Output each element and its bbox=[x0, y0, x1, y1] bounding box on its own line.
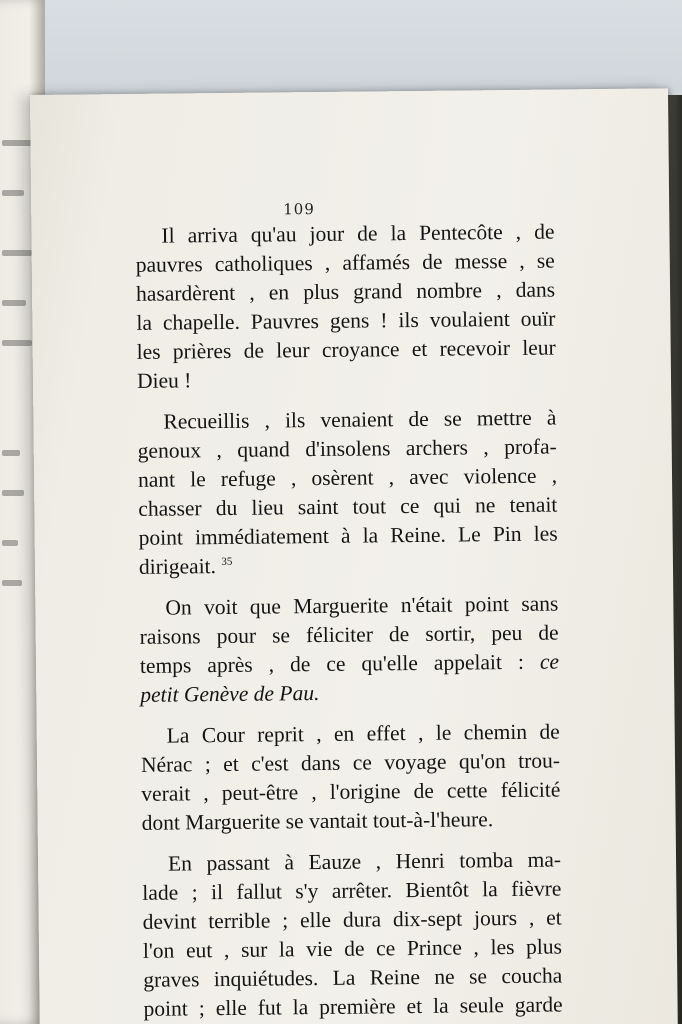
footnote-reference: 35 bbox=[221, 555, 233, 568]
facing-page-text-fragment bbox=[2, 540, 18, 546]
text-line: les prières de leur croyance et recevoir leur bbox=[136, 335, 556, 364]
paragraph bbox=[116, 845, 563, 1024]
text-line: En passant à Eauze , Henri tomba ma- bbox=[167, 847, 562, 876]
text-line: dont Marguerite se vantait tout-à-l'heure. bbox=[141, 807, 494, 835]
facing-page-text-fragment bbox=[2, 300, 26, 306]
text-line: la chapelle. Pauvres gens ! ils voulaient ouïr bbox=[136, 306, 556, 335]
facing-page-text-fragment bbox=[2, 450, 20, 456]
page-body bbox=[109, 218, 562, 1024]
text-line: verait , peut-être , l'origine de cette félicité bbox=[141, 777, 561, 806]
paragraph bbox=[113, 589, 559, 710]
text-line: Nérac ; et c'est dans ce voyage qu'on trou- bbox=[140, 748, 561, 777]
text-line: l'on eut , sur la vie de ce Prince , les plus bbox=[142, 934, 563, 963]
text-fragment: dirigeait. bbox=[138, 554, 217, 579]
text-line: Il arriva qu'au jour de la Pentecôte , de bbox=[161, 219, 555, 248]
paragraph bbox=[115, 717, 561, 838]
text-line bbox=[113, 548, 558, 582]
text-line: Recueillis , ils venaient de se mettre à bbox=[163, 405, 557, 434]
page-number: 109 bbox=[283, 200, 315, 219]
italic-text-line: petit Genève de Pau. bbox=[140, 681, 320, 707]
text-fragment: temps après , de ce qu'elle appelait : bbox=[139, 649, 524, 678]
text-line: devint terrible ; elle dura dix-sept jours , et bbox=[142, 905, 562, 934]
paragraph bbox=[109, 218, 556, 397]
text-line: nant le refuge , osèrent , avec violence , bbox=[137, 463, 558, 492]
italic-text-fragment: ce bbox=[539, 649, 560, 674]
text-line: pauvres catholiques , affamés de messe , se bbox=[135, 248, 555, 277]
text-line: lade ; il fallut s'y arrêter. Bientôt la fièvre bbox=[142, 876, 562, 905]
text-line bbox=[114, 647, 559, 681]
facing-page-text-fragment bbox=[2, 580, 22, 586]
text-line: hasardèrent , en plus grand nombre , dans bbox=[135, 277, 556, 306]
text-line: La Cour reprit , en effet , le chemin de bbox=[166, 719, 560, 748]
paragraph bbox=[111, 404, 558, 583]
facing-page-text-fragment bbox=[2, 250, 32, 256]
text-line: raisons pour se féliciter de sortir, peu de bbox=[139, 620, 559, 649]
text-line: graves inquiétudes. La Reine ne se coucha bbox=[143, 963, 563, 992]
text-line: point immédiatement à la Reine. Le Pin les bbox=[138, 521, 558, 550]
text-line: point ; elle fut la première et la seule garde bbox=[143, 992, 563, 1021]
text-line: Dieu ! bbox=[136, 368, 192, 393]
facing-page-text-fragment bbox=[2, 140, 32, 146]
facing-page-text-fragment bbox=[2, 190, 24, 196]
facing-page-text-fragment bbox=[2, 340, 32, 346]
book-page bbox=[30, 88, 678, 1024]
text-line: genoux , quand d'insolens archers , profa- bbox=[137, 434, 557, 463]
facing-page-text-fragment bbox=[2, 490, 24, 496]
text-line: On voit que Marguerite n'était point sans bbox=[165, 591, 559, 620]
text-line: chasser du lieu saint tout ce qui ne tenait bbox=[138, 492, 558, 521]
